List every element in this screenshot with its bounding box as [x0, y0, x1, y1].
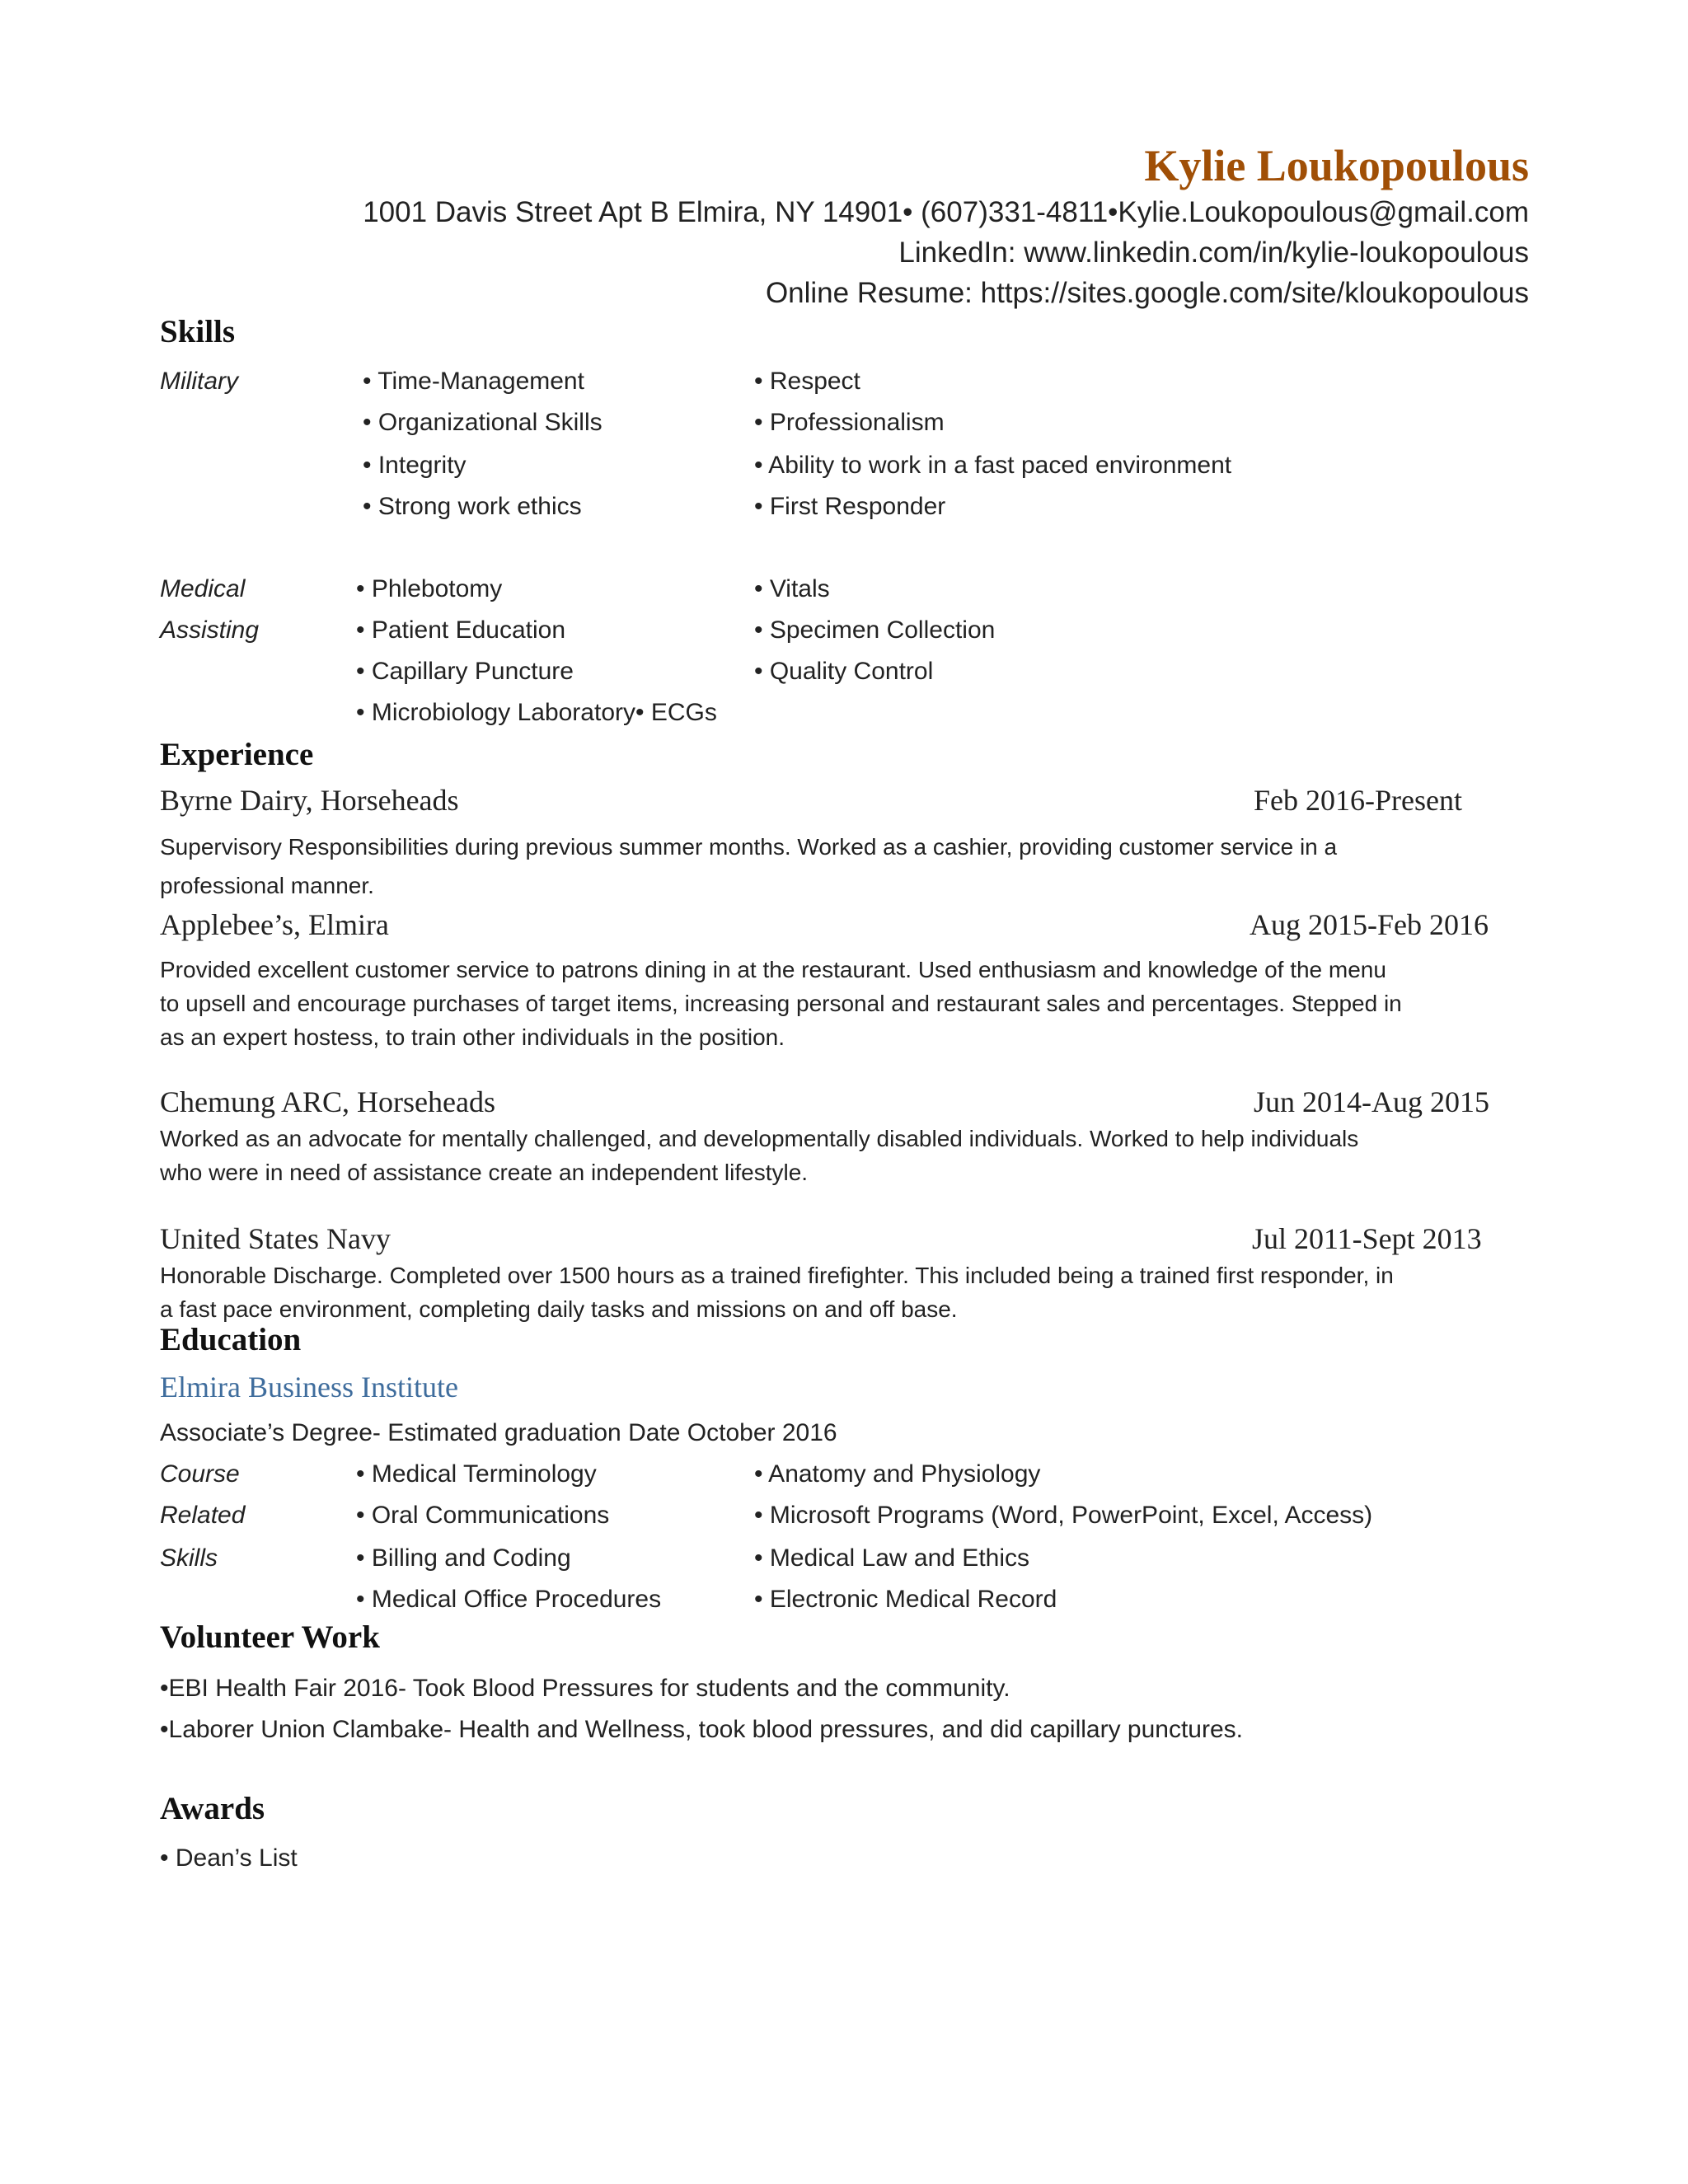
course-item: • Microsoft Programs (Word, PowerPoint, Excel, Access): [754, 1502, 1373, 1529]
skill-item: • Time-Management: [363, 368, 584, 395]
skills-assisting-label: Assisting: [160, 616, 260, 644]
related-label: Related: [160, 1502, 246, 1529]
course-item: • Medical Office Procedures: [356, 1586, 662, 1613]
skills-medical-label: Medical: [160, 575, 246, 602]
course-label: Course: [160, 1460, 240, 1488]
education-heading: Education: [160, 1322, 302, 1357]
job-description-line: as an expert hostess, to train other individuals in the position.: [160, 1024, 785, 1050]
course-item: • Anatomy and Physiology: [754, 1460, 1041, 1488]
job-title: United States Navy: [160, 1222, 391, 1255]
skills-military-label: Military: [160, 368, 238, 395]
job-title: Chemung ARC, Horseheads: [160, 1085, 495, 1118]
skill-item: • Vitals: [754, 575, 830, 602]
resume-name: Kylie Loukopoulous: [1144, 141, 1529, 190]
skills-heading: Skills: [160, 314, 236, 349]
job-description-line: who were in need of assistance create an independent lifestyle.: [160, 1160, 809, 1185]
awards-heading: Awards: [160, 1791, 265, 1826]
online-resume-line: Online Resume: https://sites.google.com/site/kloukopoulous: [765, 277, 1529, 309]
skill-item: • First Responder: [754, 493, 946, 520]
skill-item: • Organizational Skills: [363, 409, 603, 436]
skill-item: • Patient Education: [356, 616, 566, 644]
course-item: • Oral Communications: [356, 1502, 610, 1529]
skill-item: • Specimen Collection: [754, 616, 996, 644]
experience-heading: Experience: [160, 737, 314, 772]
job-description-line: a fast pace environment, completing daily tasks and missions on and off base.: [160, 1296, 958, 1322]
job-description-line: Honorable Discharge. Completed over 1500 hours as a trained firefighter. This included being a trained first responder, in: [160, 1263, 1394, 1288]
skill-item: • Respect: [754, 368, 860, 395]
course-item: • Medical Law and Ethics: [754, 1544, 1029, 1572]
skill-item: • Microbiology Laboratory• ECGs: [356, 699, 717, 726]
skill-item: • Strong work ethics: [363, 493, 582, 520]
school-name: Elmira Business Institute: [160, 1371, 458, 1404]
job-title: Byrne Dairy, Horseheads: [160, 784, 459, 817]
skill-item: • Capillary Puncture: [356, 658, 574, 685]
job-description: [160, 1258, 1520, 1326]
job-description-line: to upsell and encourage purchases of target items, increasing personal and restaurant sales and percentages. Stepped in: [160, 991, 1402, 1016]
job-description-line: Worked as an advocate for mentally challenged, and developmentally disabled individuals. Worked to help individuals: [160, 1126, 1359, 1151]
volunteer-heading: Volunteer Work: [160, 1619, 380, 1655]
job-description: [160, 827, 1520, 905]
job-dates: Aug 2015-Feb 2016: [1250, 908, 1489, 941]
degree-line: Associate’s Degree- Estimated graduation Date October 2016: [160, 1419, 837, 1446]
skills-label: Skills: [160, 1544, 218, 1572]
skill-item: • Integrity: [363, 452, 467, 479]
skill-item: • Ability to work in a fast paced environment: [754, 452, 1232, 479]
skill-item: • Phlebotomy: [356, 575, 503, 602]
skill-item: • Quality Control: [754, 658, 934, 685]
volunteer-item: •EBI Health Fair 2016- Took Blood Pressures for students and the community.: [160, 1675, 1010, 1702]
linkedin-line: LinkedIn: www.linkedin.com/in/kylie-loukopoulous: [898, 237, 1529, 269]
course-item: • Billing and Coding: [356, 1544, 571, 1572]
course-item: • Medical Terminology: [356, 1460, 597, 1488]
job-title: Applebee’s, Elmira: [160, 908, 389, 941]
job-description-line: Provided excellent customer service to patrons dining in at the restaurant. Used enthusiasm and knowledge of the menu: [160, 957, 1386, 982]
job-dates: Jul 2011-Sept 2013: [1252, 1222, 1482, 1255]
volunteer-item: •Laborer Union Clambake- Health and Wellness, took blood pressures, and did capillary punctures.: [160, 1716, 1243, 1743]
job-dates: Feb 2016-Present: [1254, 784, 1462, 817]
job-description: [160, 953, 1520, 1054]
job-description-line: professional manner.: [160, 873, 374, 898]
skill-item: • Professionalism: [754, 409, 945, 436]
job-description: [160, 1122, 1520, 1189]
job-dates: Jun 2014-Aug 2015: [1254, 1085, 1489, 1118]
contact-line: 1001 Davis Street Apt B Elmira, NY 14901• (607)331-4811•Kylie.Loukopoulous@gmail.com: [363, 196, 1529, 228]
award-item: • Dean’s List: [160, 1844, 298, 1872]
course-item: • Electronic Medical Record: [754, 1586, 1057, 1613]
job-description-line: Supervisory Responsibilities during previous summer months. Worked as a cashier, providing customer service in a: [160, 834, 1338, 860]
